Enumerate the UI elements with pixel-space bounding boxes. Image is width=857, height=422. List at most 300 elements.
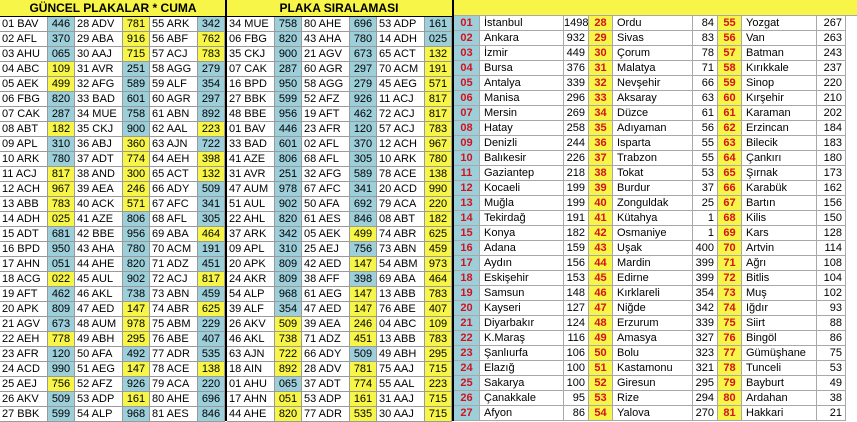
city-count: 106 bbox=[564, 346, 589, 361]
city-count: 342 bbox=[693, 301, 718, 316]
plate-number: 722 bbox=[198, 137, 225, 152]
rank-code: 25 bbox=[454, 376, 480, 391]
city-count: 202 bbox=[817, 106, 846, 121]
plate-code: 47 AED bbox=[302, 302, 350, 317]
plate-number: 446 bbox=[48, 17, 75, 32]
plate-number: 297 bbox=[198, 92, 225, 107]
city-count: 93 bbox=[817, 301, 846, 316]
city-name: Burdur bbox=[613, 181, 693, 196]
rank-code: 59 bbox=[718, 76, 742, 91]
plate-code: 60 AGR bbox=[302, 62, 350, 77]
city-count: 37 bbox=[693, 181, 718, 196]
city-name: Gaziantep bbox=[480, 166, 564, 181]
plate-number: 926 bbox=[350, 92, 377, 107]
city-name: Erzincan bbox=[742, 121, 817, 136]
city-count: 184 bbox=[817, 121, 846, 136]
plate-number: 817 bbox=[425, 107, 452, 122]
plate-code: 38 AFF bbox=[302, 272, 350, 287]
plate-code: 23 AFR bbox=[0, 347, 48, 362]
plate-number: 738 bbox=[275, 332, 302, 347]
plate-number: 783 bbox=[425, 122, 452, 137]
plate-number: 246 bbox=[350, 317, 377, 332]
plate-code: 12 ACH bbox=[0, 182, 48, 197]
plate-number: 223 bbox=[425, 377, 452, 392]
plate-code: 69 ABA bbox=[150, 227, 198, 242]
plate-code: 13 ABB bbox=[0, 197, 48, 212]
plate-number: 251 bbox=[123, 62, 150, 77]
plate-code: 80 AHE bbox=[302, 17, 350, 32]
plate-number: 589 bbox=[123, 77, 150, 92]
section-divider-2 bbox=[452, 0, 454, 421]
city-name: Adıyaman bbox=[613, 121, 693, 136]
plate-code: 59 ALF bbox=[150, 77, 198, 92]
city-name: Sakarya bbox=[480, 376, 564, 391]
plate-number: 451 bbox=[198, 257, 225, 272]
rank-code: 46 bbox=[589, 286, 613, 301]
plate-number: 305 bbox=[350, 152, 377, 167]
plate-number: 147 bbox=[123, 302, 150, 317]
plate-number: 625 bbox=[198, 302, 225, 317]
plate-number: 722 bbox=[275, 347, 302, 362]
city-name: Osmaniye bbox=[613, 226, 693, 241]
city-count: 237 bbox=[817, 61, 846, 76]
city-count: 199 bbox=[564, 181, 589, 196]
plate-number: 341 bbox=[350, 182, 377, 197]
plate-number: 138 bbox=[425, 167, 452, 182]
plate-code: 21 AGV bbox=[302, 47, 350, 62]
rank-code: 58 bbox=[718, 61, 742, 76]
city-count: 327 bbox=[693, 331, 718, 346]
plate-code: 21 AGV bbox=[0, 317, 48, 332]
city-name: Hatay bbox=[480, 121, 564, 136]
plate-number: 783 bbox=[48, 197, 75, 212]
rank-code: 12 bbox=[454, 181, 480, 196]
plate-code: 72 ACJ bbox=[377, 107, 425, 122]
city-count: 83 bbox=[693, 31, 718, 46]
plate-number: 820 bbox=[123, 257, 150, 272]
rank-code: 03 bbox=[454, 46, 480, 61]
plate-number: 246 bbox=[123, 182, 150, 197]
plate-code: 42 BBE bbox=[75, 227, 123, 242]
plate-code: 53 ADP bbox=[75, 392, 123, 407]
city-count: 21 bbox=[817, 406, 846, 421]
plate-code: 20 APK bbox=[0, 302, 48, 317]
plate-code: 75 ABM bbox=[150, 317, 198, 332]
city-name: Kırşehir bbox=[742, 91, 817, 106]
rank-code: 80 bbox=[718, 391, 742, 406]
plate-code: 47 AUM bbox=[227, 182, 275, 197]
plate-number: 774 bbox=[350, 377, 377, 392]
rank-code: 18 bbox=[454, 271, 480, 286]
city-count: 173 bbox=[817, 166, 846, 181]
rank-code: 53 bbox=[589, 391, 613, 406]
plate-code: 33 BAD bbox=[227, 137, 275, 152]
plate-number: 673 bbox=[350, 47, 377, 62]
city-name: Aksaray bbox=[613, 91, 693, 106]
city-count: 75 bbox=[817, 346, 846, 361]
city-name: Trabzon bbox=[613, 151, 693, 166]
plate-code: 75 AAJ bbox=[377, 362, 425, 377]
plate-code: 20 APK bbox=[227, 257, 275, 272]
plate-code: 44 AHE bbox=[75, 257, 123, 272]
city-name: Şırnak bbox=[742, 166, 817, 181]
plate-number: 892 bbox=[275, 362, 302, 377]
city-count: 263 bbox=[817, 31, 846, 46]
plate-number: 279 bbox=[198, 62, 225, 77]
city-name: Rize bbox=[613, 391, 693, 406]
rank-code: 67 bbox=[718, 196, 742, 211]
plate-number: 820 bbox=[275, 407, 302, 422]
plate-code: 16 BPD bbox=[0, 242, 48, 257]
rank-code: 63 bbox=[718, 136, 742, 151]
plate-number: 715 bbox=[425, 407, 452, 422]
rank-code: 70 bbox=[718, 241, 742, 256]
plate-number: 692 bbox=[350, 197, 377, 212]
plate-code: 38 AND bbox=[75, 167, 123, 182]
plate-number: 341 bbox=[198, 197, 225, 212]
city-name: Batman bbox=[742, 46, 817, 61]
plate-number: 161 bbox=[123, 392, 150, 407]
rank-code: 02 bbox=[454, 31, 480, 46]
city-name: Şanlıurfa bbox=[480, 346, 564, 361]
rank-code: 79 bbox=[718, 376, 742, 391]
city-name: Zonguldak bbox=[613, 196, 693, 211]
city-name: Manisa bbox=[480, 91, 564, 106]
city-count: 191 bbox=[564, 211, 589, 226]
plate-code: 02 AFL bbox=[0, 32, 48, 47]
plate-number: 464 bbox=[198, 227, 225, 242]
plate-code: 20 ACD bbox=[377, 182, 425, 197]
rank-code: 21 bbox=[454, 316, 480, 331]
plate-number: 182 bbox=[425, 212, 452, 227]
plate-code: 16 BPD bbox=[227, 77, 275, 92]
plate-code: 61 AEG bbox=[302, 287, 350, 302]
city-name: Bingöl bbox=[742, 331, 817, 346]
plate-number: 809 bbox=[275, 272, 302, 287]
rank-code: 28 bbox=[589, 16, 613, 31]
plate-number: 715 bbox=[123, 47, 150, 62]
plate-code: 78 ACE bbox=[150, 362, 198, 377]
city-count: 339 bbox=[693, 316, 718, 331]
plate-number: 780 bbox=[123, 242, 150, 257]
plate-code: 73 ABN bbox=[150, 287, 198, 302]
plate-code: 50 AFA bbox=[302, 197, 350, 212]
city-count: 25 bbox=[693, 196, 718, 211]
ranking-top-band bbox=[453, 0, 857, 16]
city-name: Çanakkale bbox=[480, 391, 564, 406]
plate-code: 03 AHU bbox=[0, 47, 48, 62]
city-name: Yozgat bbox=[742, 16, 817, 31]
rank-code: 34 bbox=[589, 106, 613, 121]
plate-number: 758 bbox=[275, 17, 302, 32]
plate-code: 67 AFC bbox=[302, 182, 350, 197]
plate-number: 968 bbox=[275, 287, 302, 302]
city-name: Diyarbakır bbox=[480, 316, 564, 331]
rank-code: 22 bbox=[454, 331, 480, 346]
plate-number: 781 bbox=[350, 362, 377, 377]
plate-number: 820 bbox=[275, 32, 302, 47]
plate-code: 41 AZE bbox=[227, 152, 275, 167]
plate-code: 30 AAJ bbox=[75, 47, 123, 62]
plate-code: 63 AJN bbox=[150, 137, 198, 152]
plate-number: 902 bbox=[123, 272, 150, 287]
city-name: İstanbul bbox=[480, 16, 564, 31]
plate-number: 509 bbox=[198, 182, 225, 197]
plate-code: 49 ABH bbox=[377, 347, 425, 362]
plate-code: 26 AKV bbox=[0, 392, 48, 407]
plate-number: 398 bbox=[350, 272, 377, 287]
plate-number: 926 bbox=[123, 377, 150, 392]
plate-code: 13 ABB bbox=[377, 287, 425, 302]
plate-number: 459 bbox=[198, 287, 225, 302]
plate-code: 46 AKL bbox=[227, 332, 275, 347]
plate-code: 53 ADP bbox=[302, 392, 350, 407]
rank-code: 26 bbox=[454, 391, 480, 406]
rank-code: 08 bbox=[454, 121, 480, 136]
plate-code: 49 ABH bbox=[75, 332, 123, 347]
city-name: Bayburt bbox=[742, 376, 817, 391]
plate-number: 820 bbox=[48, 92, 75, 107]
rank-code: 07 bbox=[454, 106, 480, 121]
city-name: İzmir bbox=[480, 46, 564, 61]
plate-number: 673 bbox=[48, 317, 75, 332]
plate-number: 950 bbox=[48, 242, 75, 257]
plate-code: 18 AIN bbox=[227, 362, 275, 377]
plate-number: 817 bbox=[425, 92, 452, 107]
plate-code: 29 ABA bbox=[75, 32, 123, 47]
plate-code: 54 ALP bbox=[227, 287, 275, 302]
city-count: 399 bbox=[693, 271, 718, 286]
plate-number: 287 bbox=[275, 62, 302, 77]
city-count: 182 bbox=[564, 226, 589, 241]
plate-code: 35 CKJ bbox=[227, 47, 275, 62]
city-count: 150 bbox=[817, 211, 846, 226]
plate-code: 74 ABR bbox=[377, 227, 425, 242]
plate-code: 63 AJN bbox=[227, 347, 275, 362]
plate-code: 25 AEJ bbox=[0, 377, 48, 392]
city-name: Erzurum bbox=[613, 316, 693, 331]
city-name: Tekirdağ bbox=[480, 211, 564, 226]
plate-number: 900 bbox=[123, 122, 150, 137]
city-name: Çankırı bbox=[742, 151, 817, 166]
plate-code: 66 ADY bbox=[150, 182, 198, 197]
plate-number: 295 bbox=[425, 347, 452, 362]
plate-code: 42 AED bbox=[302, 257, 350, 272]
plate-number: 978 bbox=[275, 182, 302, 197]
city-count: 78 bbox=[693, 46, 718, 61]
city-name: Mardin bbox=[613, 256, 693, 271]
city-name: Bartın bbox=[742, 196, 817, 211]
plate-number: 370 bbox=[350, 137, 377, 152]
plate-number: 535 bbox=[198, 347, 225, 362]
plate-code: 23 AFR bbox=[302, 122, 350, 137]
city-count: 84 bbox=[693, 16, 718, 31]
plate-code: 11 ACJ bbox=[377, 92, 425, 107]
city-name: Balıkesir bbox=[480, 151, 564, 166]
plate-code: 51 AUL bbox=[227, 197, 275, 212]
city-name: Düzce bbox=[613, 106, 693, 121]
plate-code: 05 AEK bbox=[302, 227, 350, 242]
rank-code: 24 bbox=[454, 361, 480, 376]
plate-code: 18 ACG bbox=[0, 272, 48, 287]
city-count: 114 bbox=[817, 241, 846, 256]
city-name: Sinop bbox=[742, 76, 817, 91]
plate-number: 191 bbox=[425, 62, 452, 77]
plate-number: 589 bbox=[350, 167, 377, 182]
city-name: Iğdır bbox=[742, 301, 817, 316]
plate-code: 28 ADV bbox=[75, 17, 123, 32]
plate-code: 12 ACH bbox=[377, 137, 425, 152]
plate-number: 806 bbox=[275, 152, 302, 167]
city-count: 88 bbox=[817, 316, 846, 331]
city-count: 932 bbox=[564, 31, 589, 46]
plate-number: 509 bbox=[350, 347, 377, 362]
rank-code: 55 bbox=[718, 16, 742, 31]
plate-code: 40 ACK bbox=[75, 197, 123, 212]
plate-code: 55 AAL bbox=[377, 377, 425, 392]
plate-code: 14 ADH bbox=[377, 32, 425, 47]
plate-number: 025 bbox=[48, 212, 75, 227]
city-count: 124 bbox=[564, 316, 589, 331]
plate-code: 76 ABE bbox=[150, 332, 198, 347]
rank-code: 65 bbox=[718, 166, 742, 181]
city-name: Artvin bbox=[742, 241, 817, 256]
plate-code: 14 ADH bbox=[0, 212, 48, 227]
city-name: Kastamonu bbox=[613, 361, 693, 376]
rank-code: 71 bbox=[718, 256, 742, 271]
rank-code: 75 bbox=[718, 316, 742, 331]
city-count: 55 bbox=[693, 136, 718, 151]
plate-number: 625 bbox=[425, 227, 452, 242]
city-name: Nevşehir bbox=[613, 76, 693, 91]
plate-number: 950 bbox=[275, 77, 302, 92]
plate-code: 32 AFG bbox=[75, 77, 123, 92]
rank-code: 13 bbox=[454, 196, 480, 211]
plate-code: 34 MUE bbox=[227, 17, 275, 32]
plate-number: 300 bbox=[123, 167, 150, 182]
plate-code: 70 ACM bbox=[377, 62, 425, 77]
plate-code: 58 AGG bbox=[150, 62, 198, 77]
city-name: Niğde bbox=[613, 301, 693, 316]
plate-number: 571 bbox=[123, 197, 150, 212]
city-name: Gümüşhane bbox=[742, 346, 817, 361]
plate-number: 459 bbox=[425, 242, 452, 257]
plate-number: 715 bbox=[425, 362, 452, 377]
plate-number: 601 bbox=[123, 92, 150, 107]
city-name: Kırklareli bbox=[613, 286, 693, 301]
city-name: Kars bbox=[742, 226, 817, 241]
plate-code: 61 ABN bbox=[150, 107, 198, 122]
rank-code: 04 bbox=[454, 61, 480, 76]
city-name: Elazığ bbox=[480, 361, 564, 376]
city-name: Siirt bbox=[742, 316, 817, 331]
plate-code: 09 APL bbox=[227, 242, 275, 257]
plate-code: 61 AES bbox=[302, 212, 350, 227]
plate-code: 17 AHN bbox=[227, 392, 275, 407]
plate-number: 809 bbox=[48, 302, 75, 317]
city-name: Kırıkkale bbox=[742, 61, 817, 76]
plate-number: 360 bbox=[123, 137, 150, 152]
rank-code: 72 bbox=[718, 271, 742, 286]
plate-number: 279 bbox=[350, 77, 377, 92]
city-count: 104 bbox=[817, 271, 846, 286]
plate-code: 08 ABT bbox=[0, 122, 48, 137]
rank-code: 39 bbox=[589, 181, 613, 196]
plate-code: 44 AHE bbox=[227, 407, 275, 422]
city-name: Eskişehir bbox=[480, 271, 564, 286]
plate-number: 051 bbox=[48, 257, 75, 272]
plate-number: 978 bbox=[123, 317, 150, 332]
rank-code: 19 bbox=[454, 286, 480, 301]
plate-code: 57 ACJ bbox=[377, 122, 425, 137]
plate-number: 892 bbox=[198, 107, 225, 122]
plate-code: 39 AEA bbox=[302, 317, 350, 332]
plate-number: 120 bbox=[48, 347, 75, 362]
plate-code: 32 AFG bbox=[302, 167, 350, 182]
rank-code: 11 bbox=[454, 166, 480, 181]
plate-code: 27 BBK bbox=[227, 92, 275, 107]
plate-code: 37 ADT bbox=[302, 377, 350, 392]
plate-number: 973 bbox=[425, 257, 452, 272]
plate-number: 571 bbox=[425, 77, 452, 92]
city-count: 267 bbox=[817, 16, 846, 31]
plate-number: 774 bbox=[123, 152, 150, 167]
rank-code: 57 bbox=[718, 46, 742, 61]
city-count: 244 bbox=[564, 136, 589, 151]
plate-code: 58 AGG bbox=[302, 77, 350, 92]
plate-code: 56 ABF bbox=[150, 32, 198, 47]
city-name: Bursa bbox=[480, 61, 564, 76]
city-count: 258 bbox=[564, 121, 589, 136]
plate-code: 09 APL bbox=[0, 137, 48, 152]
plate-code: 25 AEJ bbox=[302, 242, 350, 257]
plate-number: 398 bbox=[198, 152, 225, 167]
city-count: 61 bbox=[693, 106, 718, 121]
city-count: 156 bbox=[564, 256, 589, 271]
city-count: 71 bbox=[693, 61, 718, 76]
rank-code: 43 bbox=[589, 241, 613, 256]
city-count: 321 bbox=[693, 361, 718, 376]
plate-number: 990 bbox=[425, 182, 452, 197]
city-name: Samsun bbox=[480, 286, 564, 301]
plate-number: 109 bbox=[425, 317, 452, 332]
rank-code: 41 bbox=[589, 211, 613, 226]
plate-code: 35 CKJ bbox=[75, 122, 123, 137]
plate-number: 509 bbox=[48, 392, 75, 407]
city-count: 243 bbox=[817, 46, 846, 61]
plate-number: 956 bbox=[123, 227, 150, 242]
city-count: 53 bbox=[817, 361, 846, 376]
plate-code: 39 AEA bbox=[75, 182, 123, 197]
city-count: 63 bbox=[693, 91, 718, 106]
rank-code: 32 bbox=[589, 76, 613, 91]
city-name: Van bbox=[742, 31, 817, 46]
plate-code: 26 AKV bbox=[227, 317, 275, 332]
plate-number: 132 bbox=[198, 167, 225, 182]
plate-code: 02 AFL bbox=[302, 137, 350, 152]
plate-code: 81 AES bbox=[150, 407, 198, 422]
plate-number: 251 bbox=[275, 167, 302, 182]
city-name: Uşak bbox=[613, 241, 693, 256]
plate-number: 715 bbox=[425, 392, 452, 407]
city-count: 180 bbox=[817, 151, 846, 166]
city-name: Giresun bbox=[613, 376, 693, 391]
plate-number: 354 bbox=[198, 77, 225, 92]
rank-code: 10 bbox=[454, 151, 480, 166]
plate-code: 78 ACE bbox=[377, 167, 425, 182]
city-count: 269 bbox=[564, 106, 589, 121]
plate-code: 62 AAL bbox=[150, 122, 198, 137]
